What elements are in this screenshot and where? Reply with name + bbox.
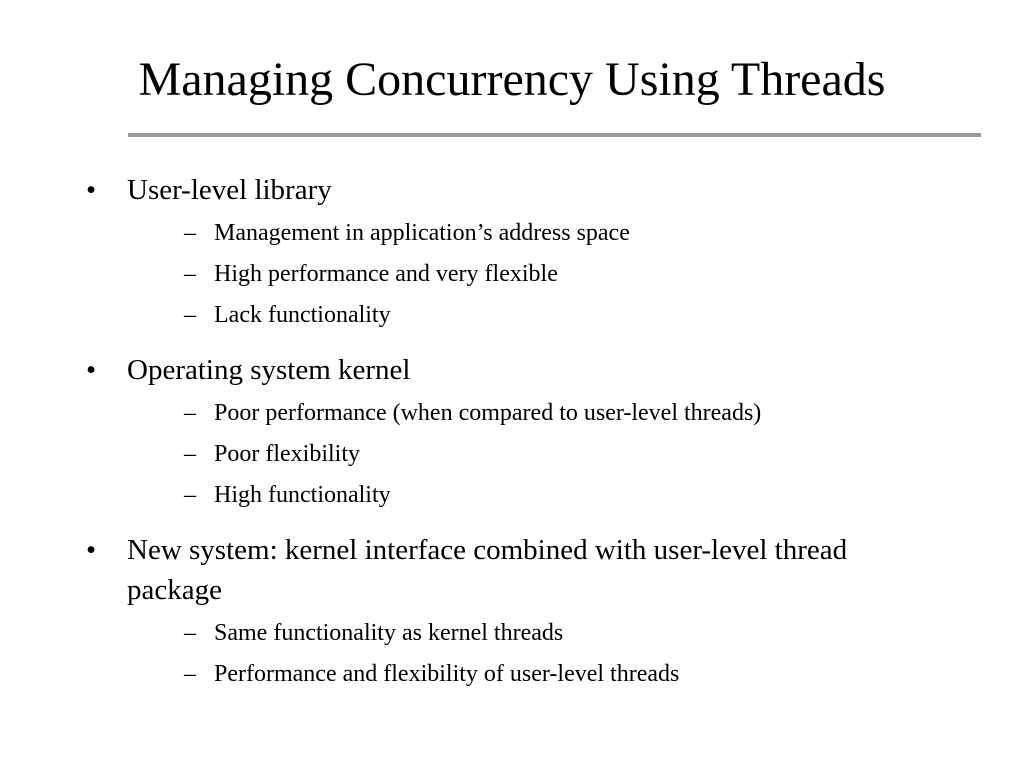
bullet-text: User-level library [127, 174, 332, 206]
title-divider [128, 133, 981, 137]
dash-icon: – [184, 400, 196, 426]
sub-item [127, 475, 944, 516]
sub-item [127, 295, 944, 336]
sub-item-text: Lack functionality [214, 302, 391, 328]
sub-item-text: Poor flexibility [214, 441, 360, 467]
dash-icon: – [184, 620, 196, 646]
sub-item [127, 254, 944, 295]
sub-item-text: High functionality [214, 482, 391, 508]
dash-icon: – [184, 482, 196, 508]
bullet-item [84, 350, 944, 516]
sub-item-text: High performance and very flexible [214, 261, 558, 287]
slide-content [84, 170, 944, 695]
bullet-text: Operating system kernel [127, 354, 411, 386]
bullet-text: New system: kernel interface combined with user-level thread package [127, 534, 848, 606]
sub-item-text: Performance and flexibility of user-level threads [214, 661, 680, 687]
sub-item-text: Same functionality as kernel threads [214, 620, 564, 646]
sub-item [127, 654, 944, 695]
sub-item [127, 213, 944, 254]
bullet-item [84, 530, 944, 695]
dash-icon: – [184, 261, 196, 287]
bullet-icon: • [86, 534, 97, 566]
slide-title: Managing Concurrency Using Threads [138, 53, 886, 106]
dash-icon: – [184, 302, 196, 328]
dash-icon: – [184, 220, 196, 246]
dash-icon: – [184, 441, 196, 467]
bullet-icon: • [86, 174, 97, 206]
sub-item [127, 393, 944, 434]
dash-icon: – [184, 661, 196, 687]
sub-list [127, 613, 944, 695]
sub-item [127, 434, 944, 475]
sub-list [127, 213, 944, 336]
bullet-item [84, 170, 944, 336]
bullet-icon: • [86, 354, 97, 386]
sub-list [127, 393, 944, 516]
sub-item-text: Management in application’s address space [214, 220, 630, 246]
sub-item [127, 613, 944, 654]
sub-item-text: Poor performance (when compared to user-level threads) [214, 400, 762, 426]
